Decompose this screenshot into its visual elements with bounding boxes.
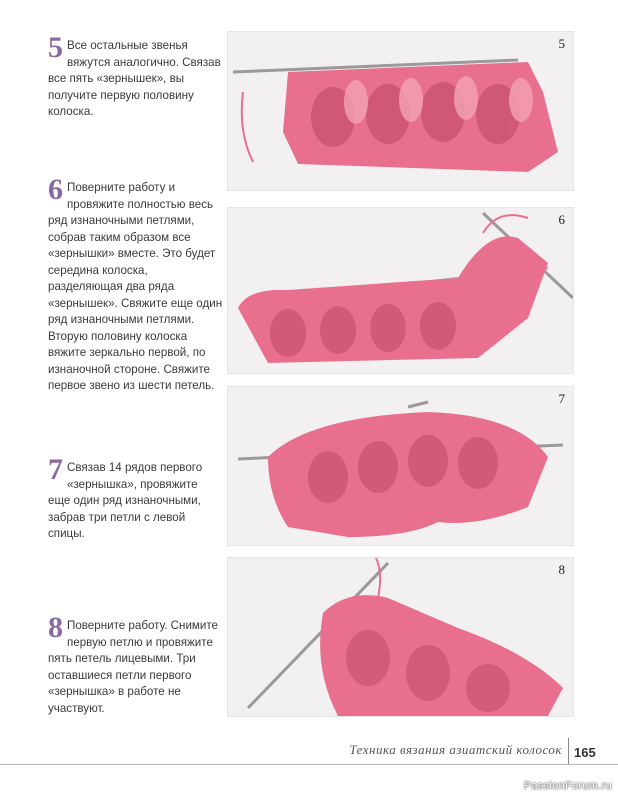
step-8 [48, 611, 223, 717]
step-number: 7 [48, 453, 63, 486]
step-5 [48, 31, 223, 121]
footer-rule [0, 764, 618, 765]
step-text: Поверните работу. Снимите первую петлю и провяжите пять петель лицевыми. Три оставшиеся петли первого «зернышка» в работе не участвуют. [48, 619, 219, 715]
knitting-image [228, 208, 573, 373]
photo-number: 5 [558, 36, 565, 51]
step-7 [48, 453, 223, 543]
step-text: Все остальные звенья вяжутся аналогично. Связав все пять «зернышек», вы получите первую половину колоска. [48, 39, 221, 118]
step-number: 5 [48, 31, 63, 64]
photo-number: 6 [558, 212, 565, 227]
photo-step-8 [227, 557, 574, 717]
step-text: Связав 14 рядов первого «зернышка», провяжите еще один ряд изнаночными, забрав три петли с левой спицы. [48, 461, 203, 540]
knitting-image [228, 32, 573, 190]
footer-title: Техника вязания азиатский колосок [349, 742, 562, 757]
knitting-image [228, 558, 573, 716]
step-number: 6 [48, 173, 63, 206]
photo-number: 7 [558, 391, 565, 406]
watermark: PassionForum.ru [523, 780, 612, 792]
step-text: Поверните работу и провяжите полностью весь ряд изнаночными петлями, собрав таким образом все «зернышки» вместе. Это будет середина колоска, разделяющая два ряда «зернышек». Свяжите еще один ряд изнаночными петлями. Вторую половину колоска вяжите зеркально первой, по изнаночной стороне. Свяжите первое звено из шести петель. [48, 181, 223, 392]
page-number: 165 [574, 745, 596, 760]
photo-step-7 [227, 386, 574, 546]
knitting-image [228, 387, 573, 545]
step-number: 8 [48, 611, 63, 644]
photo-step-5 [227, 31, 574, 191]
photo-number: 8 [558, 562, 565, 577]
footer-separator [568, 738, 569, 764]
photo-step-6 [227, 207, 574, 374]
step-6 [48, 173, 223, 395]
